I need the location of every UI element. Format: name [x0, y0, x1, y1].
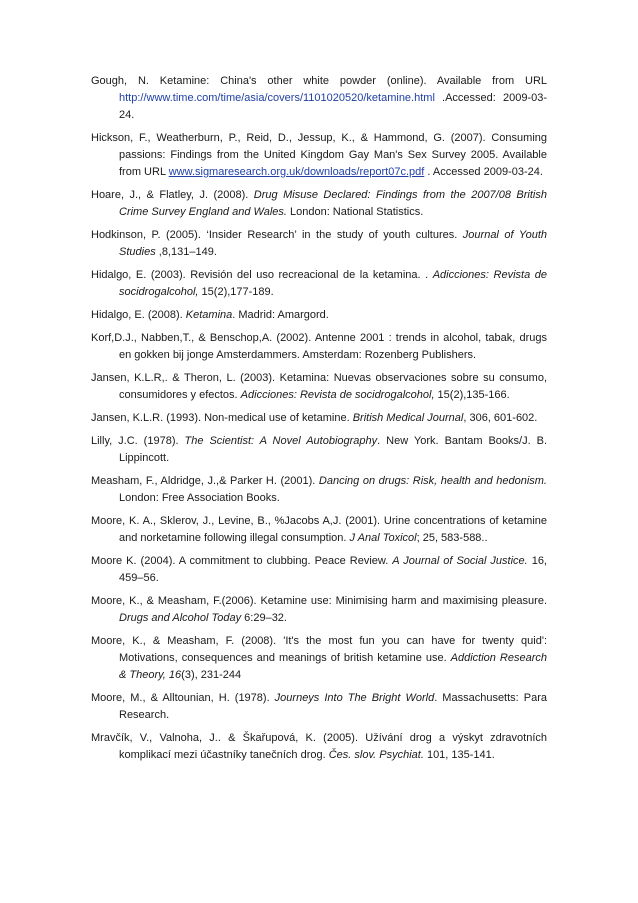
reference-title: The Scientist: A Novel Autobiography [184, 435, 378, 447]
reference-title: British Medical Journal [352, 412, 464, 424]
reference-lilly [91, 433, 547, 467]
reference-text: Korf,D.J., Nabben,T., & Benschop,A. (2002). Antenne 2001 : trends in alcohol, tabak, drugs en gokken bij jonge Amsterdammers. Amsterdam: Rozenberg Publishers. [91, 332, 547, 361]
reference-text: ; 25, 583-588.. [416, 532, 488, 544]
reference-text: , 306, 601-602. [463, 412, 538, 424]
reference-title: Drugs and Alcohol Today [119, 612, 242, 624]
reference-text: . New York. Bantam Books/J. B. Lippincott. [119, 435, 548, 464]
reference-text: . Massachusetts: Para Research. [119, 692, 547, 721]
reference-title: Čes. slov. Psychiat. [328, 749, 424, 761]
reference-text: Hickson, F., Weatherburn, P., Reid, D., Jessup, K., & Hammond, G. (2007). Consuming passions: Findings from the United Kingdom Gay Man's Sex Survey 2005. Available from URL [91, 132, 547, 178]
reference-title: J Anal Toxicol [349, 532, 417, 544]
reference-gough [91, 73, 547, 124]
reference-text: Moore, K., & Measham, F.(2006). Ketamine use: Minimising harm and maximising pleasure. [91, 595, 547, 607]
reference-jansen-1993 [91, 410, 547, 427]
reference-text: . Madrid: Amargord. [232, 309, 329, 321]
reference-text: Hidalgo, E. (2003). Revisión del uso recreacional de la ketamina. . [91, 269, 433, 281]
reference-text: .Accessed: 2009-03-24. [119, 92, 547, 121]
reference-hoare [91, 187, 547, 221]
reference-hodkinson [91, 227, 547, 261]
reference-text: Measham, F., Aldridge, J.,& Parker H. (2001). [91, 475, 319, 487]
reference-text: Lilly, J.C. (1978). [91, 435, 185, 447]
reference-measham [91, 473, 547, 507]
reference-text: Moore K. (2004). A commitment to clubbing. Peace Review. [91, 555, 393, 567]
reference-jansen-2003 [91, 370, 547, 404]
reference-url-link[interactable]: www.sigmaresearch.org.uk/downloads/report07c.pdf [168, 166, 425, 178]
reference-text: 16, 459–56. [119, 555, 547, 584]
reference-text: London: National Statistics. [286, 206, 424, 218]
reference-text: . Accessed 2009-03-24. [424, 166, 543, 178]
reference-title: Journeys Into The Bright World [274, 692, 435, 704]
reference-text: Moore, M., & Alltounian, H. (1978). [91, 692, 275, 704]
reference-title: Dancing on drugs: Risk, health and hedonism. [318, 475, 547, 487]
reference-text: Gough, N. Ketamine: China's other white powder (online). Available from URL [91, 75, 547, 87]
reference-text: 6:29–32. [241, 612, 287, 624]
reference-text: 101, 135-141. [423, 749, 495, 761]
reference-hickson [91, 130, 547, 181]
reference-text: London: Free Association Books. [119, 492, 280, 504]
reference-moore-1978 [91, 690, 547, 724]
reference-list [91, 73, 547, 770]
reference-title: Journal of Youth Studies [119, 229, 547, 258]
reference-moore-2004 [91, 553, 547, 587]
reference-text: Jansen, K.L.R,. & Theron, L. (2003). Ketamina: Nuevas observaciones sobre su consumo, consumidores y efectos. [91, 372, 547, 401]
reference-hidalgo-2008 [91, 307, 547, 324]
reference-text: Hidalgo, E. (2008). [91, 309, 186, 321]
reference-text: 15(2),135-166. [434, 389, 510, 401]
reference-title: Addiction Research & Theory, 16 [119, 652, 547, 681]
reference-moore-2008 [91, 633, 547, 684]
reference-moore-2006 [91, 593, 547, 627]
reference-text: Moore, K. A., Sklerov, J., Levine, B., %Jacobs A,J. (2001). Urine concentrations of ketamine and norketamine following illegal consumption. [91, 515, 547, 544]
reference-title: Ketamina [185, 309, 233, 321]
reference-hidalgo-2003 [91, 267, 547, 301]
reference-text: Jansen, K.L.R. (1993). Non-medical use of ketamine. [91, 412, 353, 424]
reference-moore-2001 [91, 513, 547, 547]
reference-korf [91, 330, 547, 364]
reference-text: Mravčík, V., Valnoha, J.. & Škařupová, K. (2005). Užívání drog a výskyt zdravotních komplikací mezi účastníky tanečních drog. [91, 732, 547, 761]
reference-url-link[interactable]: http://www.time.com/time/asia/covers/1101020520/ketamine.html [119, 92, 435, 104]
reference-text: 15(2),177-189. [198, 286, 274, 298]
reference-text: Hodkinson, P. (2005). ‘Insider Research’ in the study of youth cultures. [91, 229, 463, 241]
reference-text: ,8,131–149. [155, 246, 217, 258]
reference-title: Adicciones: Revista de socidrogalcohol, [119, 269, 547, 298]
reference-mravcik [91, 730, 547, 764]
reference-text: Moore, K., & Measham, F. (2008). 'It's the most fun you can have for twenty quid': Motivations, consequences and meanings of british ketamine use. [91, 635, 547, 664]
reference-text: (3), 231-244 [181, 669, 242, 681]
reference-text: Hoare, J., & Flatley, J. (2008). [91, 189, 254, 201]
reference-title: Drug Misuse Declared: Findings from the 2007/08 British Crime Survey England and Wales. [119, 189, 547, 218]
reference-title: A Journal of Social Justice. [392, 555, 528, 567]
reference-title: Adicciones: Revista de socidrogalcohol, [240, 389, 435, 401]
